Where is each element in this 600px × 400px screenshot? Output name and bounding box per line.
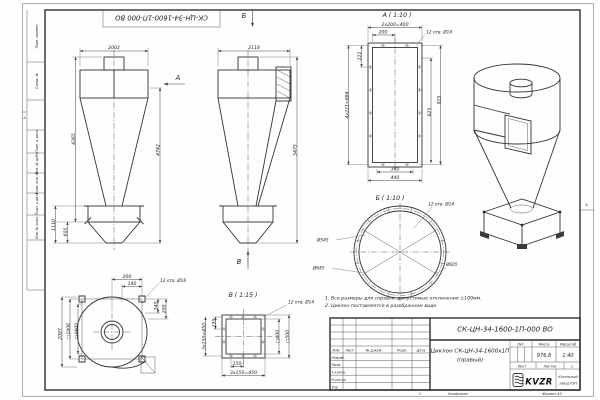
dim-tv-200t: 200 bbox=[122, 274, 132, 280]
company-line2: завод РЭП bbox=[559, 381, 577, 386]
stamp-podp-data-2: Подп. и дата bbox=[35, 192, 39, 216]
section-a-view bbox=[344, 12, 452, 183]
holes-label-tv: 12 отв. Ø18 bbox=[160, 279, 187, 284]
margin-stamps bbox=[27, 10, 45, 290]
iso-cone bbox=[474, 130, 560, 208]
listov-label: Листов bbox=[543, 364, 557, 369]
scale-label: Масштаб bbox=[559, 342, 577, 347]
view-arrow-b: Б bbox=[241, 12, 247, 20]
dia-605: Ø605 bbox=[446, 263, 458, 268]
top-doc-stamp bbox=[103, 10, 220, 27]
col-list: Лист bbox=[345, 348, 354, 353]
view-arrow-a: А bbox=[175, 74, 181, 82]
iso-outlet-pipe bbox=[510, 83, 532, 98]
dim-5475: 5475 bbox=[293, 144, 299, 156]
dim-440: 440 bbox=[390, 175, 400, 181]
inlet-flange-edge bbox=[276, 67, 291, 101]
dim-sq500: □500 bbox=[285, 329, 291, 344]
logo-waves-icon bbox=[515, 376, 523, 384]
row-nkontr: Н.контр. bbox=[331, 378, 347, 382]
cyclone-body-side bbox=[218, 70, 290, 98]
format-label: Формат А3 bbox=[542, 392, 562, 397]
stamp-inv-dubl: Инв. № дубл. bbox=[35, 151, 39, 175]
dim-825: 825 bbox=[427, 107, 433, 117]
iso-cone-tip bbox=[511, 205, 533, 213]
dim-2x200: 2x200=400 bbox=[381, 22, 409, 28]
dim-4365: 4365 bbox=[72, 133, 77, 145]
paper-border bbox=[23, 4, 594, 397]
top-doc-number: СК-ЦН-34-1600-1П-000 ВО bbox=[115, 13, 208, 22]
zone-ticks bbox=[23, 112, 594, 210]
scroll-outlet-diag bbox=[141, 357, 155, 373]
dim-925: 925 bbox=[437, 95, 443, 105]
list-label: Лист bbox=[517, 364, 527, 369]
row-tkontr: Т.контр. bbox=[331, 370, 347, 375]
iso-anchor-3 bbox=[521, 224, 524, 227]
dia-545: Ø545 bbox=[317, 238, 329, 244]
iso-outlet-pipe-top bbox=[510, 79, 532, 87]
dim-605: 605 bbox=[64, 227, 69, 237]
stamp-sprav-no: Справ. № bbox=[35, 72, 39, 90]
dim-2002: 2002 bbox=[108, 46, 120, 52]
dim-tv-200r: 200 bbox=[162, 304, 168, 314]
dim-1110: 1110 bbox=[52, 219, 57, 231]
listov-value: 1 bbox=[570, 364, 574, 369]
product-title: Циклон СК-ЦН-34-1600х1П bbox=[430, 348, 510, 355]
company-line1: Котельный bbox=[558, 375, 578, 379]
dim-v-450l: 3x150=450 bbox=[202, 322, 208, 351]
logo-mark-box bbox=[513, 374, 523, 387]
notes bbox=[325, 296, 482, 310]
stamp-vzam-inv: Взам. инв. № bbox=[35, 171, 39, 195]
section-v-view bbox=[201, 292, 314, 378]
holes-label-a: 12 отв. Ø14 bbox=[426, 30, 453, 36]
iso-top-ellipse bbox=[474, 64, 560, 92]
dim-2097: 2097 bbox=[58, 328, 64, 340]
dim-4742: 4742 bbox=[156, 144, 162, 156]
dim-tv-140r: 140 bbox=[154, 301, 160, 311]
lit-label: Лит. bbox=[517, 342, 525, 347]
mass-label: Масса bbox=[538, 342, 550, 347]
section-b-title: Б ( 1:10 ) bbox=[375, 195, 405, 202]
row-prov: Пров. bbox=[331, 363, 342, 368]
holes-label-v: 12 отв. Ø14 bbox=[288, 300, 315, 306]
section-a-title: А ( 1:10 ) bbox=[382, 12, 412, 19]
col-doc: № докум. bbox=[365, 348, 383, 353]
sheet-frame bbox=[22, 4, 593, 397]
note-2: 2. Циклон поставляется в разобранном виде. bbox=[325, 304, 438, 309]
scale-value: 1:40 bbox=[562, 353, 574, 359]
zone-marker-right: А bbox=[585, 203, 588, 207]
col-izm: Изм. bbox=[332, 348, 341, 353]
iso-base-box bbox=[484, 199, 560, 246]
dim-2118: 2118 bbox=[248, 46, 260, 52]
title-block bbox=[330, 318, 580, 390]
dim-v-150l: 150 bbox=[212, 318, 218, 328]
iso-anchor-1 bbox=[483, 211, 486, 214]
section-b-view bbox=[312, 195, 458, 301]
dim-200: 200 bbox=[378, 30, 388, 36]
iso-inlet-opening bbox=[509, 119, 528, 151]
row-razrab: Разраб. bbox=[331, 355, 345, 360]
col-data: Дата bbox=[416, 348, 426, 353]
bottom-strip bbox=[419, 392, 562, 396]
stamp-inv-podl: Инв. № подл. bbox=[35, 216, 39, 239]
top-view bbox=[58, 274, 187, 373]
dim-4x221: 4x221=884 bbox=[345, 91, 351, 119]
dim-1806: □1806 bbox=[66, 322, 72, 340]
dia-645: Ø645 bbox=[313, 266, 325, 272]
holes-label-b: 12 отв. Ø14 bbox=[428, 202, 455, 208]
dim-tv-140t: 140 bbox=[127, 281, 137, 287]
view-arrow-v: В bbox=[236, 258, 242, 266]
front-view bbox=[51, 45, 185, 250]
stamp-perv-primen: Перв. примен. bbox=[35, 23, 39, 49]
dim-221: 221 bbox=[358, 51, 364, 61]
section-v-title: В ( 1:15 ) bbox=[228, 292, 258, 299]
isometric-view bbox=[474, 64, 564, 249]
cyclone-cone-side bbox=[218, 98, 290, 206]
side-view bbox=[218, 10, 299, 271]
dim-340: 340 bbox=[390, 167, 400, 173]
flange-hatch bbox=[277, 70, 290, 98]
logo-text: KVZR bbox=[525, 377, 553, 388]
bottom-mark: 1 bbox=[418, 392, 422, 397]
doc-number: СК-ЦН-34-1600-1П-000 ВО bbox=[457, 325, 553, 334]
product-variant: (правый) bbox=[456, 357, 484, 364]
dim-1600: □1600 bbox=[74, 322, 80, 340]
dim-v-150b: 150 bbox=[232, 361, 242, 367]
logo bbox=[513, 374, 553, 388]
dim-v-450b: 3x150=450 bbox=[229, 370, 258, 376]
mass-value: 976,8 bbox=[536, 353, 552, 359]
note-1: 1. Все размеры для справок, допустимые отклонения ±100мм. bbox=[325, 296, 482, 302]
stamp-podp-data-1: Подп. и дата bbox=[35, 130, 39, 153]
dim-sq400: □400 bbox=[275, 329, 281, 344]
iso-anchor-2 bbox=[559, 211, 562, 214]
col-podp: Подп. bbox=[396, 348, 408, 353]
row-utv: Утв. bbox=[331, 385, 339, 390]
zone-marker-left: А bbox=[23, 116, 26, 120]
copied-label: Копировал bbox=[448, 392, 468, 397]
